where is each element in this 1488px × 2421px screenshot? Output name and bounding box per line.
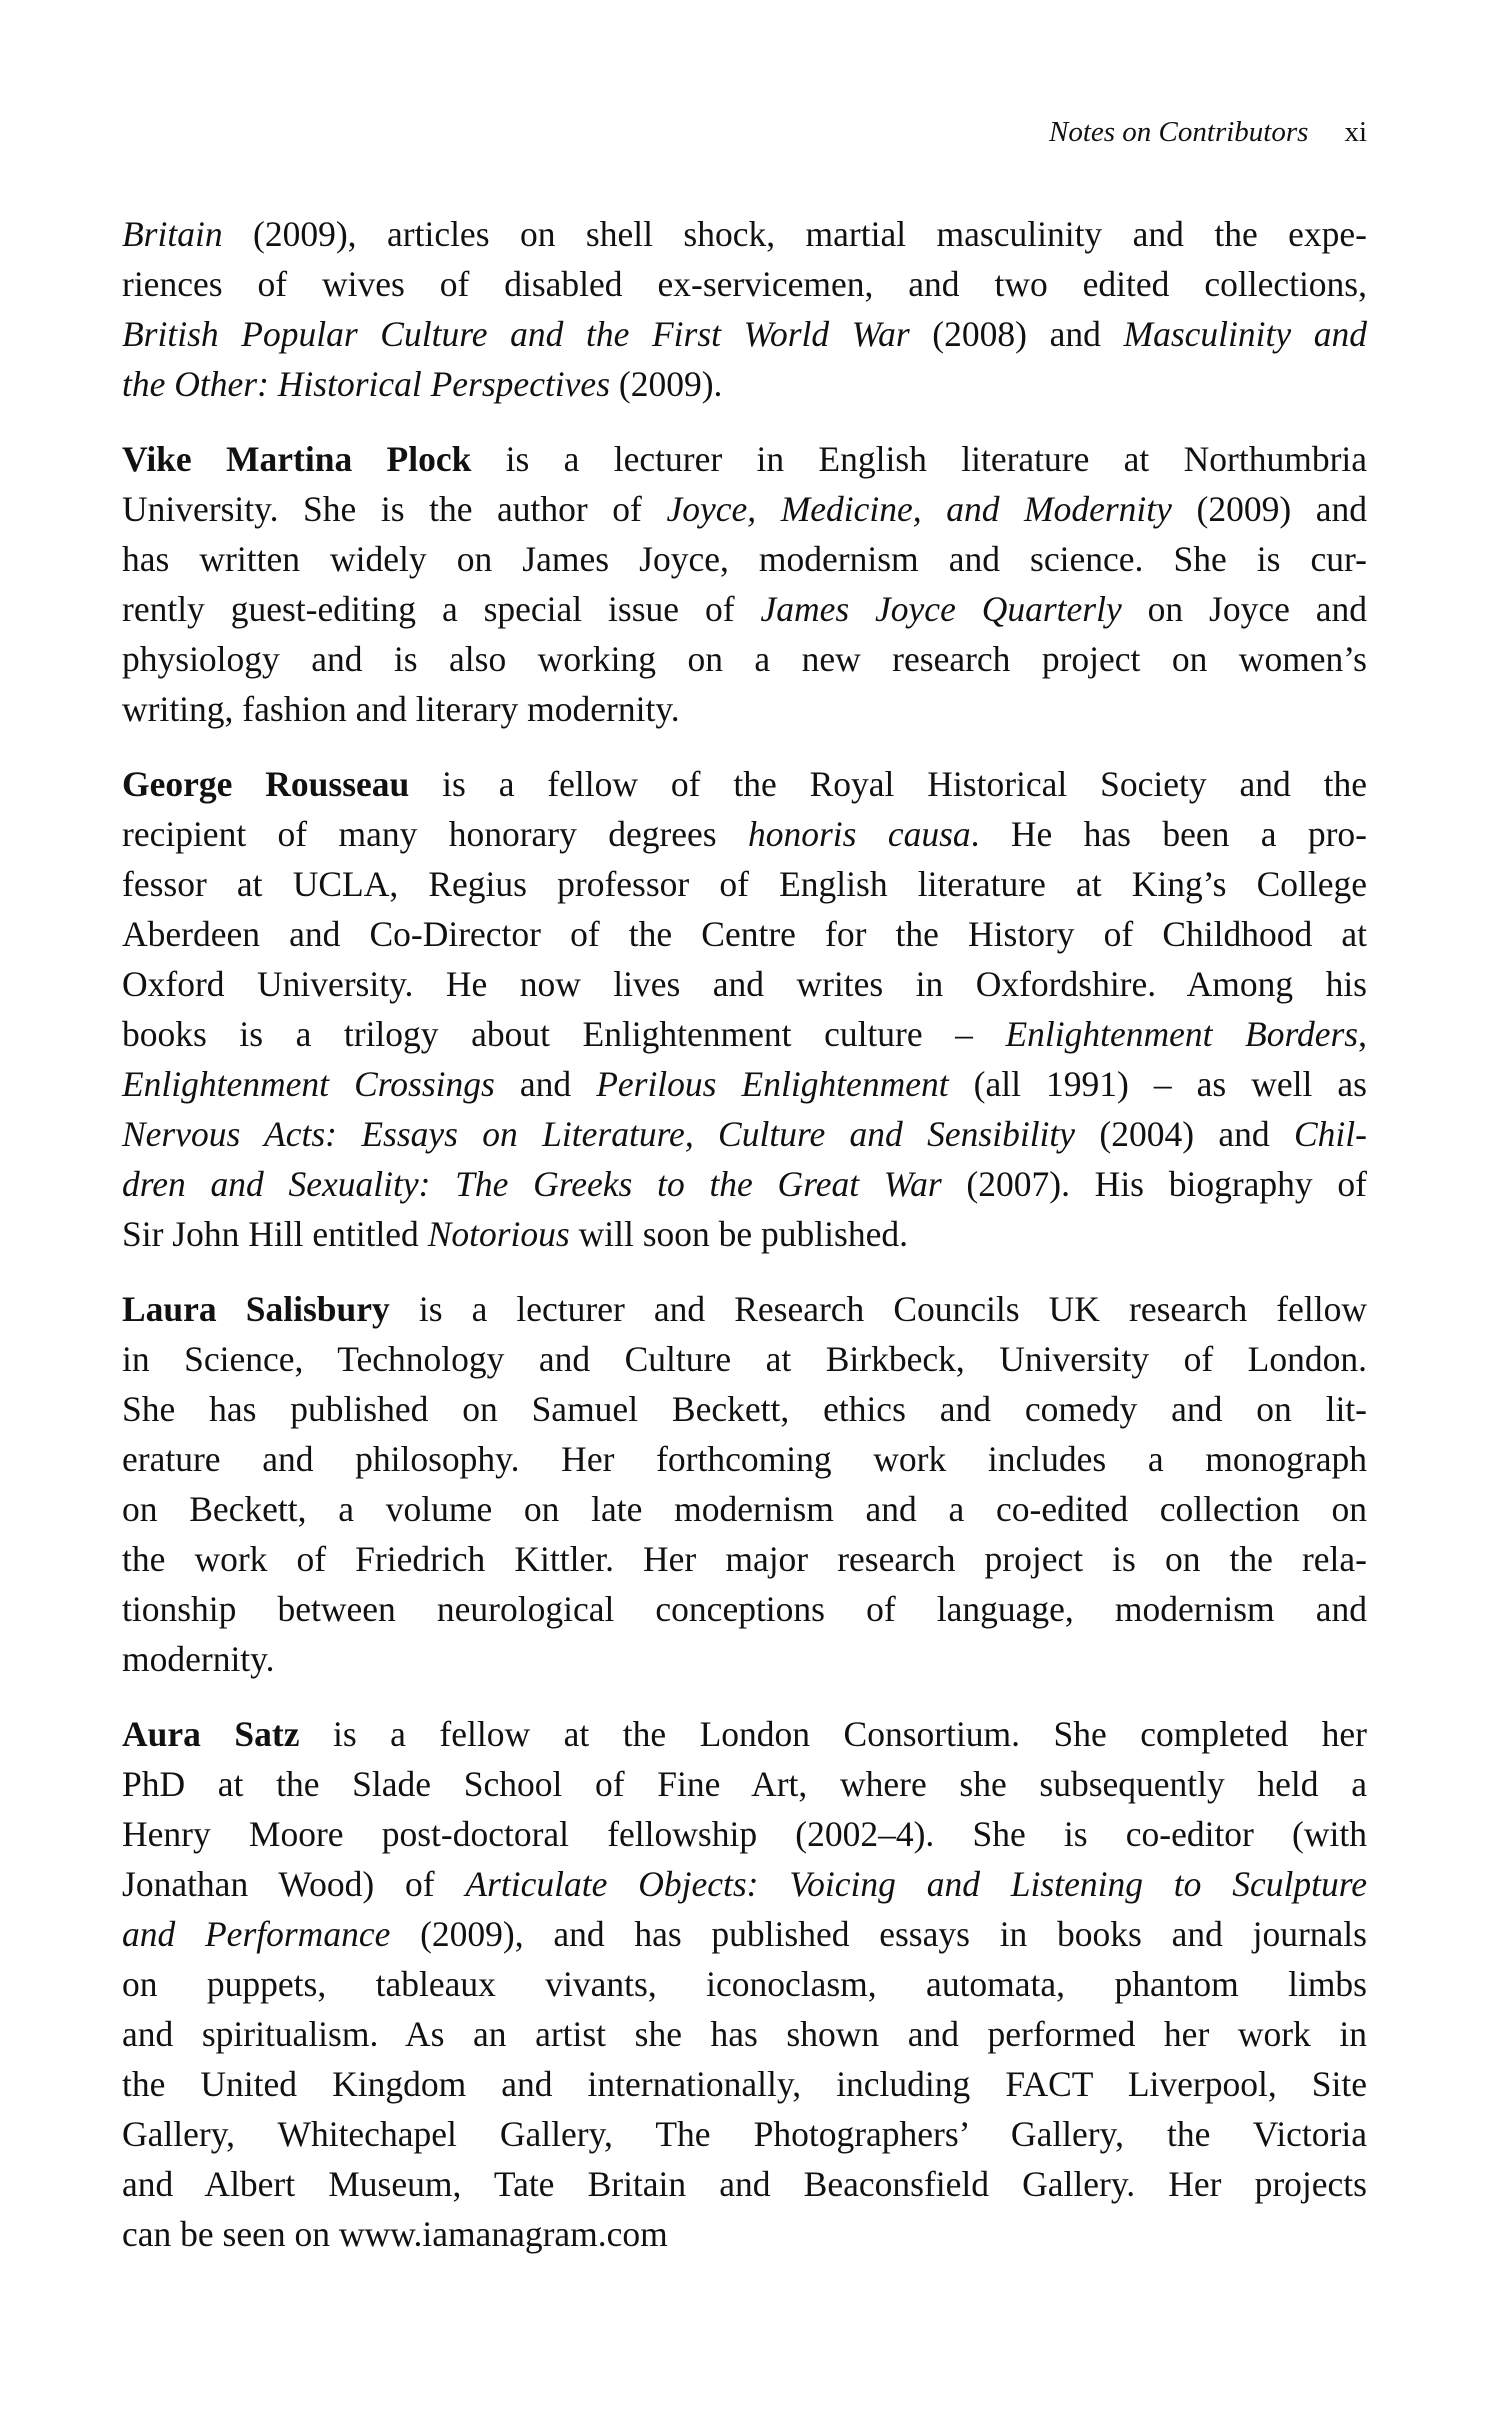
text-run: (2009), articles on shell shock, martial masculinity and the expe- (222, 214, 1367, 254)
contributor-name: George Rousseau (122, 764, 410, 804)
text-line (122, 909, 1367, 959)
text-line (122, 1209, 1367, 1259)
text-line (122, 1059, 1367, 1109)
text-line (122, 309, 1367, 359)
contributor-entry-george-rousseau (122, 759, 1367, 1259)
italic-title: Articulate Objects: Voicing and Listening to Sculpture (465, 1864, 1368, 1904)
italic-title: Chil- (1294, 1114, 1367, 1154)
italic-title: and Performance (122, 1914, 391, 1954)
text-line (122, 2159, 1367, 2209)
text-run: writing, fashion and literary modernity. (122, 689, 680, 729)
text-run: and spiritualism. As an artist she has shown and performed her work in (122, 2014, 1367, 2054)
contributor-entry-continuation (122, 209, 1367, 409)
text-run: the work of Friedrich Kittler. Her major research project is on the rela- (122, 1539, 1367, 1579)
text-run: on puppets, tableaux vivants, iconoclasm, automata, phantom limbs (122, 1964, 1367, 2004)
italic-title: the Other: Historical Perspectives (122, 364, 611, 404)
italic-title: Enlightenment Crossings (122, 1064, 495, 1104)
text-line (122, 634, 1367, 684)
text-run: (2009) and (1171, 489, 1367, 529)
text-run: fessor at UCLA, Regius professor of English literature at King’s College (122, 864, 1367, 904)
text-run: can be seen on www.iamanagram.com (122, 2214, 668, 2254)
running-head-title: Notes on Contributors (1049, 116, 1309, 148)
text-run: is a fellow at the London Consortium. She completed her (299, 1714, 1367, 1754)
text-run: will soon be published. (569, 1214, 908, 1254)
text-line (122, 259, 1367, 309)
text-run: PhD at the Slade School of Fine Art, where she subsequently held a (122, 1764, 1367, 1804)
text-line (122, 1634, 1367, 1684)
italic-title: Nervous Acts: Essays on Literature, Culture and Sensibility (122, 1114, 1076, 1154)
text-run: erature and philosophy. Her forthcoming work includes a monograph (122, 1439, 1367, 1479)
italic-title: British Popular Culture and the First World War (122, 314, 910, 354)
text-line (122, 2009, 1367, 2059)
page-number: xi (1344, 116, 1367, 148)
text-line (122, 684, 1367, 734)
text-run: and Albert Museum, Tate Britain and Beaconsfield Gallery. Her projects (122, 2164, 1367, 2204)
text-run: (2004) and (1075, 1114, 1294, 1154)
text-line (122, 1384, 1367, 1434)
text-line (122, 1759, 1367, 1809)
text-line (122, 1159, 1367, 1209)
text-line (122, 1584, 1367, 1634)
italic-title: Joyce, Medicine, and Modernity (666, 489, 1172, 529)
text-line (122, 484, 1367, 534)
text-run: riences of wives of disabled ex-servicemen, and two edited collections, (122, 264, 1367, 304)
contributor-entry-vike-martina-plock (122, 434, 1367, 734)
text-run: (2009), and has published essays in books and journals (390, 1914, 1367, 1954)
text-run: (all 1991) – as well as (948, 1064, 1367, 1104)
text-line (122, 959, 1367, 1009)
text-run: , (1358, 1014, 1367, 1054)
text-line (122, 2209, 1367, 2259)
text-run: physiology and is also working on a new research project on women’s (122, 639, 1367, 679)
text-run: the United Kingdom and internationally, including FACT Liverpool, Site (122, 2064, 1367, 2104)
text-line (122, 209, 1367, 259)
text-line (122, 1859, 1367, 1909)
contributor-name: Aura Satz (122, 1714, 300, 1754)
text-line (122, 434, 1367, 484)
text-line (122, 1009, 1367, 1059)
text-line (122, 1909, 1367, 1959)
text-line (122, 1534, 1367, 1584)
contributor-entry-laura-salisbury (122, 1284, 1367, 1684)
text-run: . He has been a pro- (970, 814, 1367, 854)
text-run: (2008) and (909, 314, 1124, 354)
text-run: is a lecturer and Research Councils UK research fellow (389, 1289, 1367, 1329)
text-run: and (494, 1064, 597, 1104)
text-line (122, 809, 1367, 859)
contributor-entry-aura-satz (122, 1709, 1367, 2259)
text-line (122, 1709, 1367, 1759)
italic-title: dren and Sexuality: The Greeks to the Great War (122, 1164, 942, 1204)
text-line (122, 1959, 1367, 2009)
text-run: (2007). His biography of (941, 1164, 1367, 1204)
italic-title: Perilous Enlightenment (596, 1064, 949, 1104)
text-run: on Beckett, a volume on late modernism and a co-edited collection on (122, 1489, 1367, 1529)
italic-title: Notorious (427, 1214, 570, 1254)
text-run: Gallery, Whitechapel Gallery, The Photographers’ Gallery, the Victoria (122, 2114, 1367, 2154)
text-run: University. She is the author of (122, 489, 667, 529)
text-run: is a lecturer in English literature at Northumbria (471, 439, 1368, 479)
text-run: Sir John Hill entitled (122, 1214, 428, 1254)
contributor-name: Laura Salisbury (122, 1289, 390, 1329)
italic-title: Britain (122, 214, 223, 254)
contributor-notes (122, 209, 1367, 2284)
italic-title: Enlightenment Borders (1005, 1014, 1359, 1054)
text-run: Henry Moore post-doctoral fellowship (2002–4). She is co-editor (with (122, 1814, 1367, 1854)
text-line (122, 359, 1367, 409)
text-run: modernity. (122, 1639, 275, 1679)
text-run: in Science, Technology and Culture at Birkbeck, University of London. (122, 1339, 1367, 1379)
text-line (122, 1484, 1367, 1534)
text-run: on Joyce and (1121, 589, 1368, 629)
text-run: rently guest-editing a special issue of (122, 589, 761, 629)
text-line (122, 1334, 1367, 1384)
italic-title: Masculinity and (1123, 314, 1367, 354)
text-line (122, 2059, 1367, 2109)
contributor-name: Vike Martina Plock (122, 439, 472, 479)
text-run: Oxford University. He now lives and writes in Oxfordshire. Among his (122, 964, 1367, 1004)
text-line (122, 759, 1367, 809)
text-line (122, 1284, 1367, 1334)
text-line (122, 584, 1367, 634)
text-run: (2009). (610, 364, 723, 404)
text-run: is a fellow of the Royal Historical Society and the (409, 764, 1367, 804)
running-head (1049, 112, 1367, 152)
text-run: Jonathan Wood) of (122, 1864, 466, 1904)
italic-title: honoris causa (747, 814, 971, 854)
text-line (122, 859, 1367, 909)
text-run: books is a trilogy about Enlightenment culture – (122, 1014, 1006, 1054)
text-line (122, 1809, 1367, 1859)
italic-title: James Joyce Quarterly (760, 589, 1122, 629)
text-run: tionship between neurological conceptions of language, modernism and (122, 1589, 1367, 1629)
text-line (122, 534, 1367, 584)
text-line (122, 1109, 1367, 1159)
text-run: recipient of many honorary degrees (122, 814, 748, 854)
text-line (122, 1434, 1367, 1484)
text-run: has written widely on James Joyce, modernism and science. She is cur- (122, 539, 1367, 579)
text-run: Aberdeen and Co-Director of the Centre for the History of Childhood at (122, 914, 1367, 954)
text-run: She has published on Samuel Beckett, ethics and comedy and on lit- (122, 1389, 1367, 1429)
text-line (122, 2109, 1367, 2159)
